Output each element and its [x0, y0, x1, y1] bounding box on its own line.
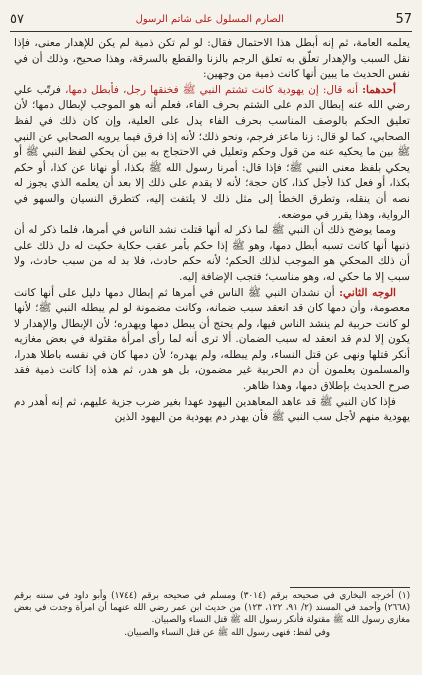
- running-header: [10, 8, 412, 30]
- paragraph-intro: يعلمه العامة، ثم إنه أبطل هذا الاحتمال فقال: لو لم تكن ذمية لم يكن للإهدار معنى، فإذا نقل السبب والإهدار تعلّق به تعلق الرجم بالزنا والقطع بالسرقة، وهذا صحيح، وذلك أن في نفس الحديث ما يبين أنها كانت ذمية من وجهين:: [14, 37, 410, 81]
- footnote-variant: وفي لفظ: فنهى رسول الله ﷺ عن قتل النساء والصبيان.: [124, 627, 330, 638]
- header-rule: [10, 31, 412, 32]
- first-aspect-text-cont: فإذا قال: أمرنا رسول الله ﷺ بكذا، أو نهانا عن كذا، أو حكم بكذا، أو فعل كذا لأجل كذا، كان حجة؛ لأنه لا يقدم على ذلك إلا بعد أن يعلمه الذي يجوز له نصه أن ينقله، وتطرق الخطأ إلى مثل ذلك لا يلتفت إليه، كتطرق النسيان والسهو في الرواية، وهذا يقرر في موضعه.: [14, 161, 410, 221]
- page-number-arabic: ٥٧: [10, 11, 24, 27]
- footnotes: [14, 590, 410, 639]
- paragraph-conclusion: فإذا كان النبي ﷺ قد عاهد المعاهدين اليهود عهدا بغير ضرب جزية عليهم، ثم إنه أهدر دم يهودية منهم لأجل سب النبي ﷺ فأن يهدر دم يهودية من اليهود الذين: [14, 395, 410, 424]
- book-title: الصارم المسلول على شاتم الرسول: [135, 13, 284, 25]
- first-aspect-quote: أنه قال: إن يهودية كانت تشتم النبي ﷺ فخنقها رجل، فأبطل دمها،: [65, 83, 359, 96]
- first-aspect-label: أحدهما:: [362, 83, 396, 96]
- page-number: 57: [395, 11, 412, 27]
- main-text: [14, 36, 410, 426]
- second-aspect-text: أن نشدان النبي ﷺ الناس في أمرها ثم إبطال دمها دليل على أنها كانت معصومة، وأن دمها كان قد انعقد سبب ضمانه، وكانت مضمونة لو لم يبطله النبي ﷺ؛ لأنها لو كانت حربية لم ينشد الناس فيها، ولم يحتج أن يبطل دمها ويهدره؛ لأن الإبطال والإهدار لا يكون إلا لدم قد انعقد له سبب الضمان. ألا ترى أنه لما رأى امرأة مقتولة في بعض مغازيه أنكر قتلها ونهى عن قتل النساء، ولم يبطله، ولم يهدره؛ لأن دمها كان في نفسه باطلا هدرا، والمسلمون يعلمون أن دم الحربية غير مضمون، بل هو هدر، ثم هذه إذا كانت ذمية فقد صرح الحديث بإطلاق دمها، وهذا ظاهر.: [14, 286, 410, 393]
- footnote-1: (١) أخرجه البخاري في صحيحه برقم (٣٠١٤) ومسلم في صحيحه برقم (١٧٤٤) وأبو داود في سننه برقم (٢٦٦٨) وأحمد في المسند (٢/ ٩١، ١٢٢، ١٢٣) من حديث ابن عمر رضي الله عنهما أن امرأة وجدت في بعض مغازي رسول الله ﷺ مقتولة فأنكر رسول الله ﷺ قتل النساء والصبيان.: [14, 591, 411, 626]
- first-aspect-text: فرتّب علي رضي الله عنه إبطال الدم على الشتم بحرف الفاء، فعلم أنه هو الموجب لإبطال دمها؛ لأن تعليق الحكم بالوصف المناسب بحرف الفاء يدل على العلية، وإن كان ذلك في لفظ الصحابي، كما لو قال: زنا ماعز فرجم، ونحو ذلك؛ لأنه إذا فرق فيما يرويه الصحابي عن النبي ﷺ بين ما يحكيه عنه من قول وحكم وتعليل في الاحتجاج به بين أن يحكي لفظ النبي ﷺ أو يحكي بلفظ معنى النبي ﷺ؛: [14, 83, 410, 174]
- footnote-rule: [290, 587, 410, 588]
- paragraph-clarification: ومما يوضح ذلك أن النبي ﷺ لما ذكر له أنها قتلت نشد الناس في أمرها، فلما ذكر له أن ذنبها أنها كانت تسبه أبطل دمها، وهو ﷺ إذا حكم بأمر عقب حكاية حكيت له دل ذلك على أن ذلك المحكي هو الموجب لذلك الحكم؛ لأنه حكم حادث، فلا بد له من سبب حادث، ولا سبب إلا ما حكي له، وهو مناسب؛ فتجب الإضافة إليه.: [14, 224, 410, 283]
- paragraph-first-aspect: [14, 83, 410, 223]
- second-aspect-label: الوجه الثاني:: [339, 286, 396, 299]
- paragraph-second-aspect: [14, 286, 410, 395]
